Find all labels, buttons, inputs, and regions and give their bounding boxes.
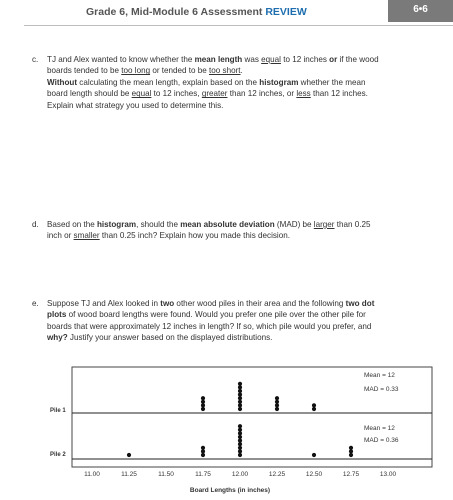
data-dot	[349, 453, 353, 457]
pile-label: Pile 1	[50, 408, 66, 414]
data-dot	[238, 385, 242, 389]
header-title	[86, 6, 307, 18]
data-dot	[238, 449, 242, 453]
data-dot	[238, 393, 242, 397]
x-tick-label: 12.25	[268, 471, 286, 478]
page-header	[0, 0, 453, 24]
mean-label: Mean = 12	[364, 425, 395, 432]
question-c-line-1: TJ and Alex wanted to know whether the mean length was equal to 12 inches or if the wood	[47, 55, 379, 64]
data-dot	[238, 439, 242, 443]
data-dot	[201, 400, 205, 404]
data-dot	[238, 382, 242, 386]
data-dot	[238, 442, 242, 446]
data-dot	[238, 428, 242, 432]
data-dot	[238, 424, 242, 428]
data-dot	[201, 407, 205, 411]
data-dot	[312, 403, 316, 407]
mean-label: Mean = 12	[364, 372, 395, 379]
x-tick-label: 11.50	[158, 471, 174, 478]
data-dot	[201, 453, 205, 457]
pile-label: Pile 2	[50, 452, 66, 458]
question-d-line-2: inch or smaller than 0.25 inch? Explain how you made this decision.	[47, 231, 290, 241]
data-dot	[275, 400, 279, 404]
question-c-line-2: boards tended to be too long or tended to be too short.	[47, 66, 243, 76]
data-dot	[275, 396, 279, 400]
question-c-line-5: Explain what strategy you used to determine this.	[47, 100, 224, 110]
question-d	[32, 219, 432, 242]
mad-label: MAD = 0.36	[364, 437, 399, 444]
data-dot	[238, 389, 242, 393]
data-dot	[312, 407, 316, 411]
data-dot	[238, 453, 242, 457]
x-tick-label: 11.75	[195, 471, 211, 478]
data-dot	[238, 435, 242, 439]
question-d-letter: d.	[32, 220, 39, 229]
question-c-line-4: board length should be equal to 12 inches, greater than 12 inches, or less than 12 inches.	[47, 89, 368, 99]
header-title-review: REVIEW	[265, 6, 307, 18]
x-tick-label: 11.25	[121, 471, 137, 478]
question-e-line-4: why? Justify your answer based on the displayed distributions.	[47, 333, 273, 343]
question-e	[32, 298, 442, 344]
data-dot	[275, 403, 279, 407]
data-dot	[238, 446, 242, 450]
question-c-letter: c.	[32, 55, 39, 64]
data-dot	[349, 449, 353, 453]
data-dot	[201, 446, 205, 450]
data-dot	[349, 446, 353, 450]
data-dot	[312, 453, 316, 457]
data-dot	[238, 400, 242, 404]
data-dot	[201, 449, 205, 453]
data-dot	[201, 396, 205, 400]
data-dot	[238, 403, 242, 407]
question-e-letter: e.	[32, 299, 39, 308]
data-dot	[275, 407, 279, 411]
question-c-line-3: Without calculating the mean length, explain based on the histogram whether the mean	[47, 77, 366, 87]
data-dot	[127, 453, 131, 457]
chart-frame	[72, 367, 432, 467]
x-tick-label: 13.00	[379, 471, 397, 478]
question-d-line-1: Based on the histogram, should the mean absolute deviation (MAD) be larger than 0.25	[47, 220, 371, 229]
mad-label: MAD = 0.33	[364, 386, 399, 393]
x-tick-label: 12.00	[231, 471, 249, 478]
question-e-line-2: plots of wood board lengths were found. Would you prefer one pile over the other pile for	[47, 310, 366, 320]
module-badge: 6•6	[388, 0, 453, 22]
data-dot	[238, 431, 242, 435]
data-dot	[238, 396, 242, 400]
question-e-line-1: Suppose TJ and Alex looked in two other wood piles in their area and the following two dot	[47, 299, 375, 308]
x-tick-label: 12.50	[305, 471, 323, 478]
header-divider	[24, 25, 453, 26]
question-c	[32, 54, 432, 111]
x-tick-label: 12.75	[342, 471, 360, 478]
x-tick-label: 11.00	[84, 471, 100, 478]
x-axis-label: Board Lengths (in inches)	[189, 487, 271, 494]
data-dot	[201, 403, 205, 407]
header-title-main: Grade 6, Mid-Module 6 Assessment	[86, 6, 263, 18]
data-dot	[238, 407, 242, 411]
question-e-line-3: boards that were approximately 12 inches in length? If so, which pile would you prefer, and	[47, 321, 372, 331]
